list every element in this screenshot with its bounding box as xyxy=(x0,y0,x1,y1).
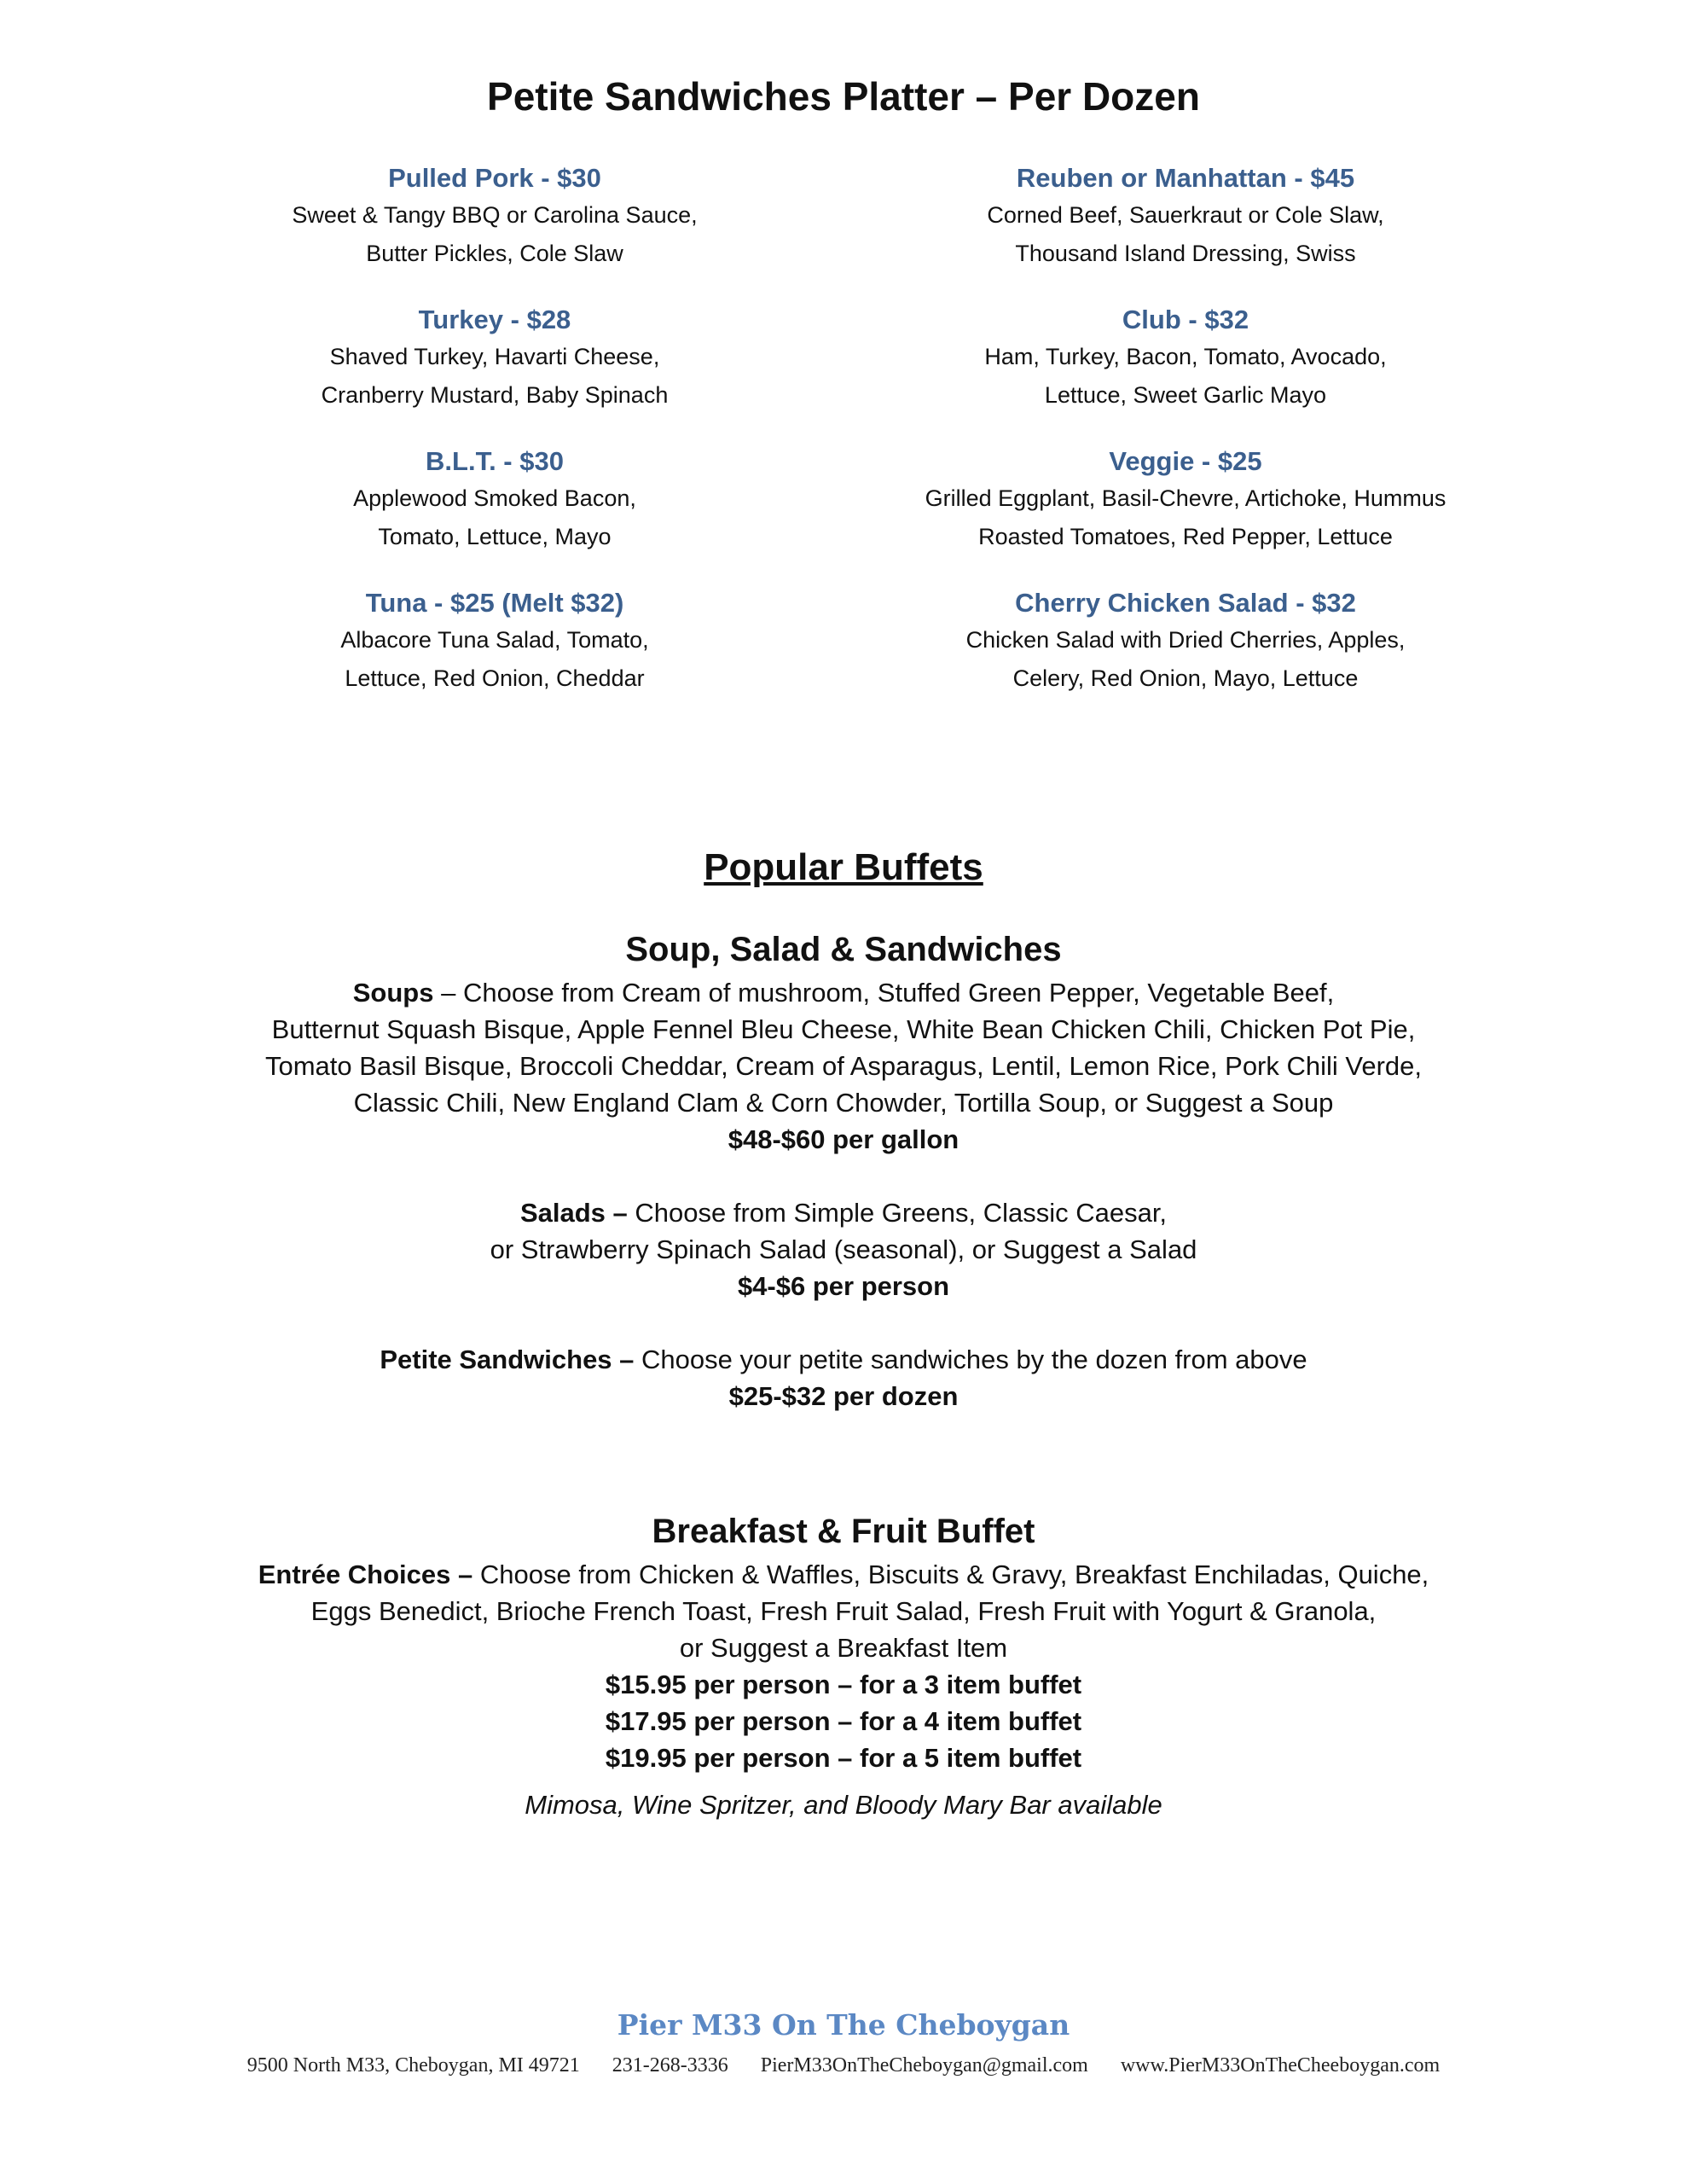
sandwich-desc: Butter Pickles, Cole Slaw xyxy=(366,241,623,266)
sandwich-item xyxy=(145,444,844,585)
sandwiches-price: $25-$32 per dozen xyxy=(728,1381,959,1411)
entree-text: or Suggest a Breakfast Item xyxy=(679,1633,1008,1663)
sandwich-desc: Sweet & Tangy BBQ or Carolina Sauce, xyxy=(292,202,698,228)
sandwich-name: Veggie - $25 xyxy=(1109,446,1262,476)
buffets-title: Popular Buffets xyxy=(704,846,983,888)
entree-text: Choose from Chicken & Waffles, Biscuits & Gravy, Breakfast Enchiladas, Quiche, xyxy=(472,1560,1429,1589)
salads-text: or Strawberry Spinach Salad (seasonal), or Suggest a Salad xyxy=(490,1234,1197,1264)
salads-price: $4-$6 per person xyxy=(737,1271,950,1301)
sandwich-desc: Chicken Salad with Dried Cherries, Apples, xyxy=(965,627,1406,653)
breakfast-price: $19.95 per person – for a 5 item buffet xyxy=(605,1743,1082,1773)
soups-text: Tomato Basil Bisque, Broccoli Cheddar, Cream of Asparagus, Lentil, Lemon Rice, Pork Chili Verde, xyxy=(264,1051,1423,1081)
sandwich-item xyxy=(145,585,844,727)
sandwich-desc: Celery, Red Onion, Mayo, Lettuce xyxy=(1012,665,1359,691)
sandwiches-text: Choose your petite sandwiches by the dozen from above xyxy=(634,1345,1307,1374)
sandwich-name: Reuben or Manhattan - $45 xyxy=(1016,163,1355,193)
soups-text: – Choose from Cream of mushroom, Stuffed Green Pepper, Vegetable Beef, xyxy=(433,978,1335,1008)
sandwich-desc: Cranberry Mustard, Baby Spinach xyxy=(321,382,669,408)
sandwich-name: Cherry Chicken Salad - $32 xyxy=(1015,588,1356,618)
sandwich-desc: Lettuce, Red Onion, Cheddar xyxy=(345,665,645,691)
footer-phone: 231-268-3336 xyxy=(612,2054,728,2077)
sandwich-item xyxy=(836,302,1535,444)
sandwich-name: Pulled Pork - $30 xyxy=(388,163,601,193)
sandwich-item xyxy=(836,160,1535,302)
soup-salad-title: Soup, Salad & Sandwiches xyxy=(625,931,1062,968)
footer-contact xyxy=(0,2054,1687,2077)
footer-brand: Pier M33 On The Cheboygan xyxy=(617,2008,1070,2042)
entree-text: Eggs Benedict, Brioche French Toast, Fresh Fruit Salad, Fresh Fruit with Yogurt & Granola, xyxy=(310,1596,1377,1626)
sandwich-name: B.L.T. - $30 xyxy=(426,446,564,476)
sandwich-desc: Ham, Turkey, Bacon, Tomato, Avocado, xyxy=(984,344,1387,369)
breakfast-price: $15.95 per person – for a 3 item buffet xyxy=(605,1670,1082,1699)
footer-email: PierM33OnTheCheboygan@gmail.com xyxy=(760,2054,1088,2077)
soup-salad-section xyxy=(0,925,1687,1414)
sandwich-desc: Corned Beef, Sauerkraut or Cole Slaw, xyxy=(987,202,1384,228)
soups-price: $48-$60 per gallon xyxy=(728,1124,959,1154)
entree-label: Entrée Choices – xyxy=(258,1560,473,1589)
footer-website: www.PierM33OnTheCheeboygan.com xyxy=(1120,2054,1441,2077)
soups-text: Butternut Squash Bisque, Apple Fennel Bleu Cheese, White Bean Chicken Chili, Chicken Pot Pie, xyxy=(271,1014,1416,1044)
sandwich-column-left xyxy=(145,160,844,727)
sandwich-desc: Grilled Eggplant, Basil-Chevre, Artichoke, Hummus xyxy=(925,485,1446,511)
sandwich-desc: Roasted Tomatoes, Red Pepper, Lettuce xyxy=(978,524,1393,549)
sandwich-item xyxy=(836,444,1535,585)
salads-paragraph xyxy=(0,1194,1687,1231)
sandwiches-paragraph xyxy=(0,1341,1687,1378)
sandwich-name: Club - $32 xyxy=(1122,305,1249,334)
sandwich-item xyxy=(836,585,1535,727)
sandwich-name: Turkey - $28 xyxy=(418,305,571,334)
sandwich-desc: Lettuce, Sweet Garlic Mayo xyxy=(1044,382,1327,408)
sandwich-item xyxy=(145,302,844,444)
footer-address: 9500 North M33, Cheboygan, MI 49721 xyxy=(246,2054,580,2077)
page-title: Petite Sandwiches Platter – Per Dozen xyxy=(487,74,1200,119)
breakfast-paragraph xyxy=(0,1556,1687,1593)
soups-text: Classic Chili, New England Clam & Corn Chowder, Tortilla Soup, or Suggest a Soup xyxy=(353,1088,1334,1118)
sandwich-name: Tuna - $25 (Melt $32) xyxy=(365,588,624,618)
soups-paragraph xyxy=(0,974,1687,1011)
breakfast-price: $17.95 per person – for a 4 item buffet xyxy=(605,1706,1082,1736)
sandwich-desc: Shaved Turkey, Havarti Cheese, xyxy=(329,344,660,369)
sandwich-item xyxy=(145,160,844,302)
sandwich-desc: Tomato, Lettuce, Mayo xyxy=(378,524,612,549)
sandwich-desc: Albacore Tuna Salad, Tomato, xyxy=(340,627,649,653)
sandwich-column-right xyxy=(836,160,1535,727)
soups-label: Soups xyxy=(352,978,434,1008)
salads-label: Salads – xyxy=(519,1198,628,1228)
breakfast-title: Breakfast & Fruit Buffet xyxy=(652,1513,1035,1550)
breakfast-section xyxy=(0,1507,1687,1823)
bar-note: Mimosa, Wine Spritzer, and Bloody Mary Bar available xyxy=(525,1790,1162,1820)
sandwiches-label: Petite Sandwiches – xyxy=(380,1345,635,1374)
sandwich-desc: Applewood Smoked Bacon, xyxy=(353,485,636,511)
salads-text: Choose from Simple Greens, Classic Caesar, xyxy=(627,1198,1168,1228)
sandwich-desc: Thousand Island Dressing, Swiss xyxy=(1015,241,1356,266)
